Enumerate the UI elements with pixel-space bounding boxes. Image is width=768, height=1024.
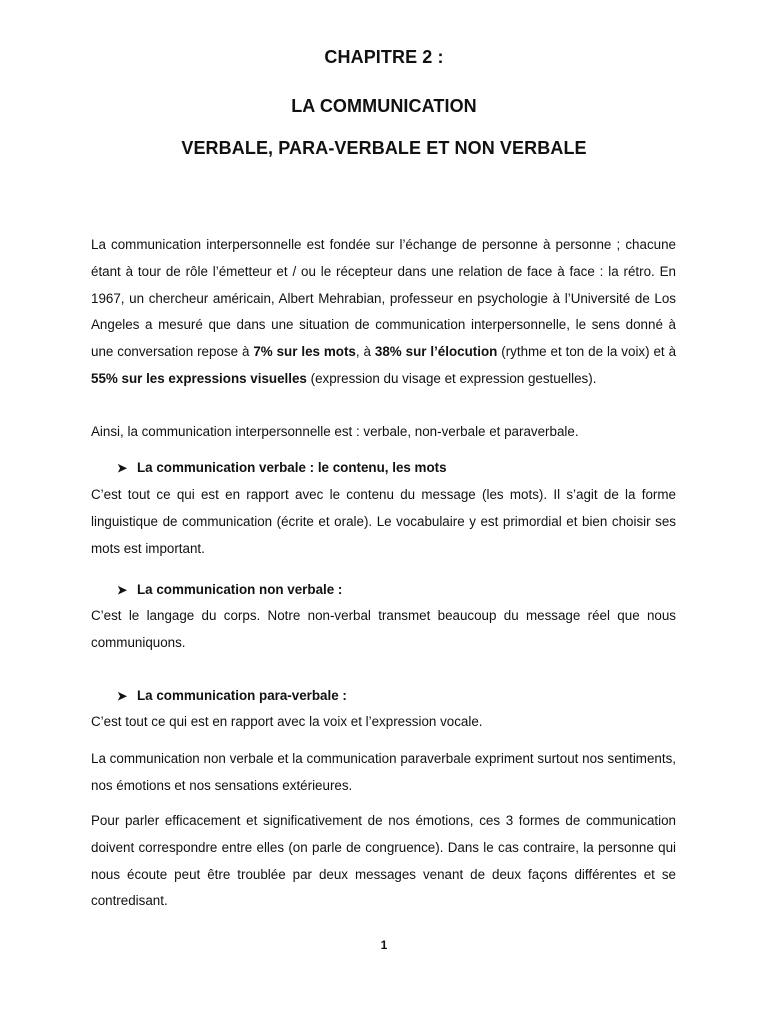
chapter-title: CHAPITRE 2 : xyxy=(324,47,444,67)
section-text-paraverbal: C’est tout ce qui est en rapport avec la voix et l’expression vocale. xyxy=(91,714,483,729)
section-text-nonverbal: C’est le langage du corps. Notre non-verbal transmet beaucoup du message réel que nous communiquons. xyxy=(91,608,676,650)
section-text-verbal: C’est tout ce qui est en rapport avec le contenu du message (les mots). Il s’agit de la forme linguistique de communication (écrite et orale). Le vocabulaire y est primordial et bien choisir ses mots est important. xyxy=(91,487,676,556)
page-number: 1 xyxy=(380,938,388,952)
on-visual-expressions: sur les expressions visuelles xyxy=(117,370,307,386)
arrowhead-bullet-icon: ➤ xyxy=(117,461,128,475)
main-title: LA COMMUNICATION xyxy=(291,96,477,116)
percent-38: 38% xyxy=(374,344,402,360)
arrowhead-bullet-icon: ➤ xyxy=(117,583,128,597)
subtitle: VERBALE, PARA-VERBALE ET NON VERBALE xyxy=(181,138,587,158)
closing-paragraph-2: Pour parler efficacement et significativement de nos émotions, ces 3 formes de communication doivent correspondre entre elles (on parle de congruence). Dans le cas contraire, la personne qui nous écoute peut être troublée par deux messages venant de deux façons différentes et se contredisant. xyxy=(91,813,676,909)
intro-paragraph: La communication interpersonnelle est fondée sur l’échange de personne à personne ; chacune étant à tour de rôle l’émetteur et / ou le récepteur dans une relation de face à face : la rétro. En 1967, un chercheur américain, Albert Mehrabian, professeur en psychologie à l’Université de Los Angeles a mesuré que dans une situation de communication interpersonnelle, le sens donné à une conversation repose à 7% sur les mots, à 38% sur l’élocution (rythme et ton de la voix) et à 55% sur les expressions visuelles (expression du visage et expression gestuelles). xyxy=(91,237,677,386)
percent-7: 7% xyxy=(253,344,273,360)
closing-paragraph-1: La communication non verbale et la communication paraverbale expriment surtout nos sentiments, nos émotions et nos sensations extérieures. xyxy=(91,751,676,793)
arrowhead-bullet-icon: ➤ xyxy=(117,689,128,703)
on-elocution: sur l’élocution xyxy=(401,344,498,360)
section-heading-paraverbal: ➤ La communication para-verbale : xyxy=(117,686,347,706)
section-heading-nonverbal: ➤ La communication non verbale : xyxy=(117,580,342,600)
percent-55: 55% xyxy=(91,370,118,386)
intro-summary: Ainsi, la communication interpersonnelle est : verbale, non-verbale et paraverbale. xyxy=(91,424,579,439)
on-words: sur les mots xyxy=(272,344,356,360)
section-heading-verbal: ➤ La communication verbale : le contenu, les mots xyxy=(117,458,447,478)
